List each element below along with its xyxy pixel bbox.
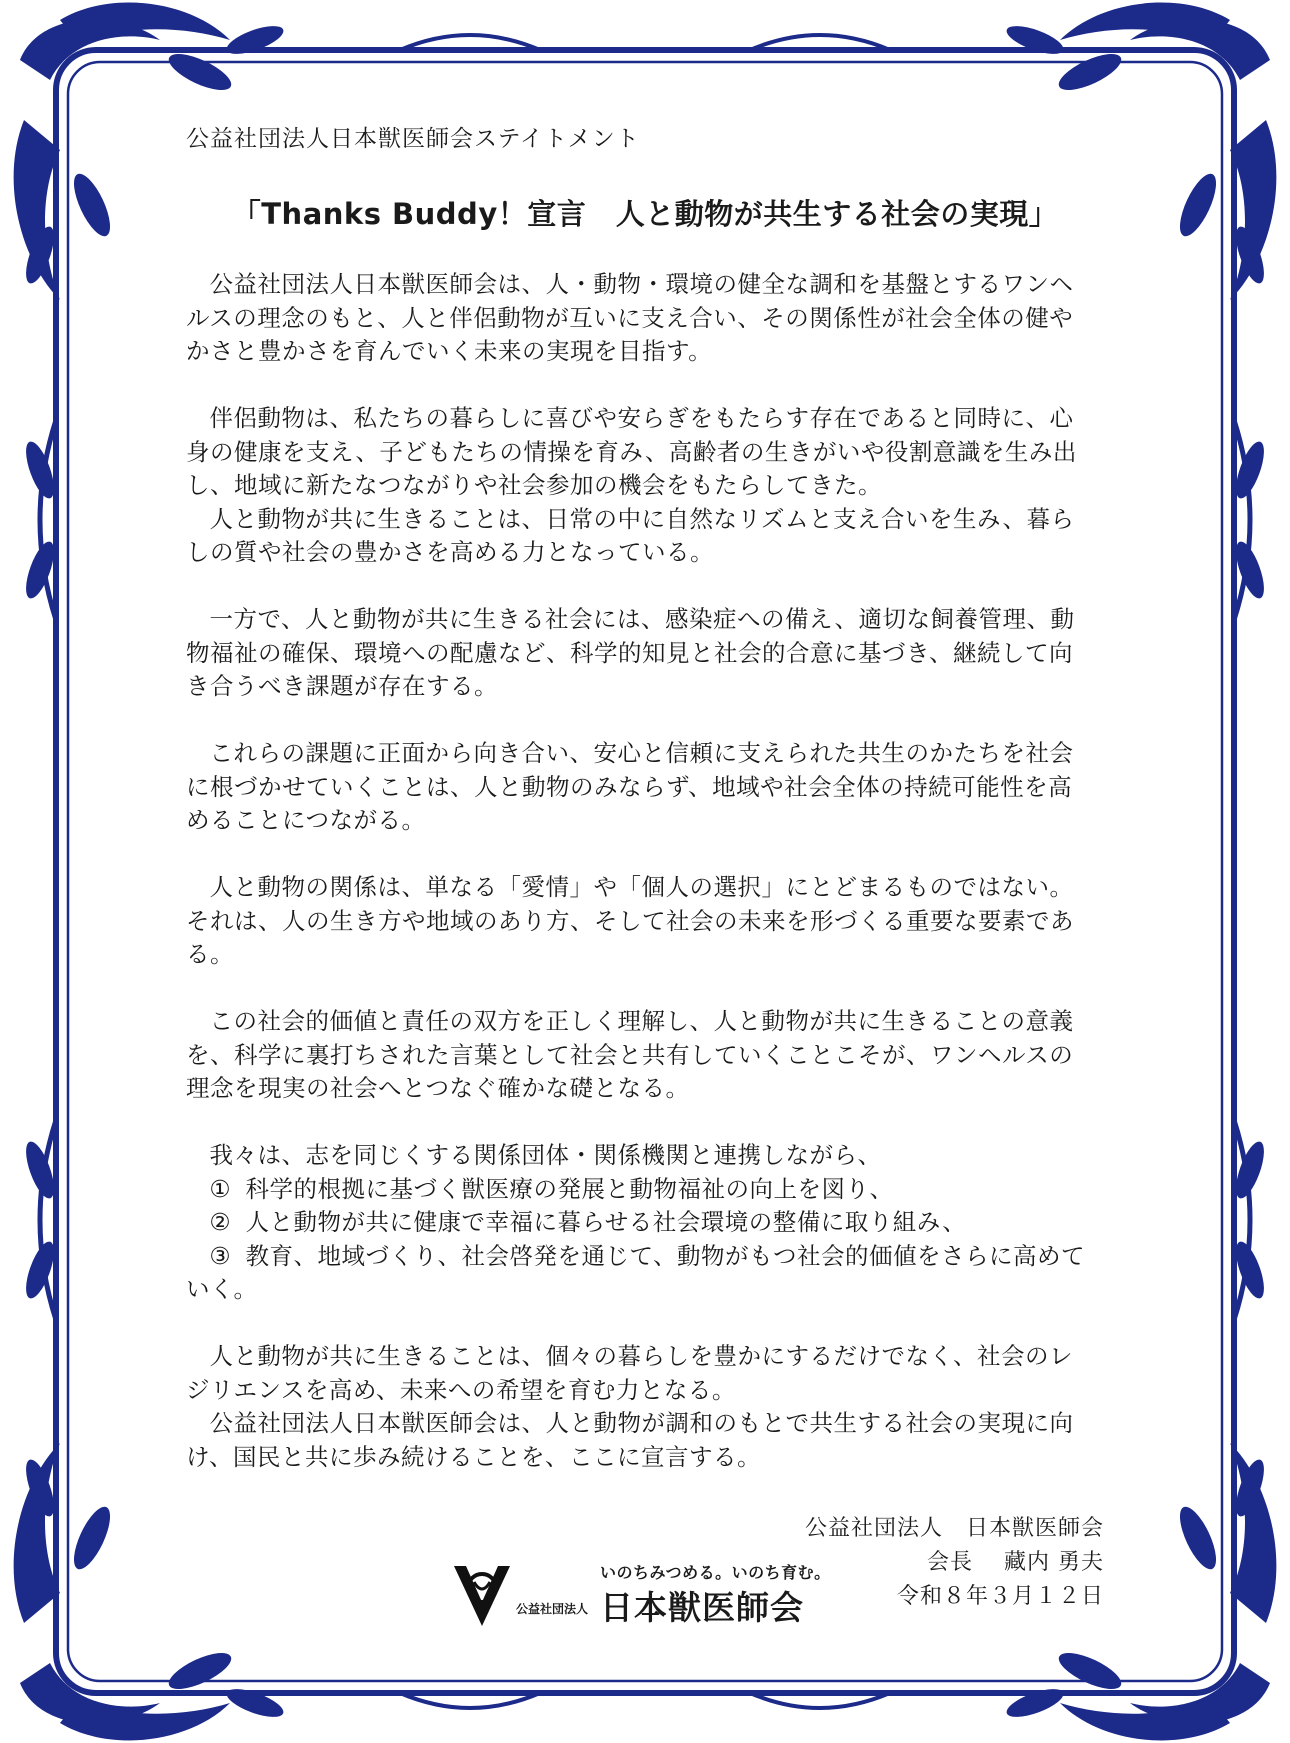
pledge-item (186, 1173, 1096, 1207)
pledge-text: 人と動物が共に健康で幸福に暮らせる社会環境の整備に取り組み、 (245, 1208, 967, 1236)
signature-org: 公益社団法人 日本獣医師会 (804, 1516, 1104, 1541)
logo-org-name: 日本獣医師会 (600, 1588, 804, 1627)
signature-president: 会長 藏内 勇夫 (927, 1550, 1104, 1575)
org-statement-heading: 公益社団法人日本獣医師会ステイトメント (186, 126, 640, 152)
paragraph: 我々は、志を同じくする関係団体・関係機関と連携しながら、 (209, 1141, 882, 1169)
logo-tagline: いのちみつめる。いのち育む。 (600, 1563, 831, 1582)
closing-paragraph: 公益社団法人日本獣医師会は、人と動物が調和のもとで共生する社会の実現に向け、国民と共に歩み続けることを、ここに宣言する。 (186, 1409, 1074, 1471)
pledge-text: 科学的根拠に基づく獣医療の発展と動物福祉の向上を図り、 (245, 1174, 894, 1203)
pledge-item (186, 1206, 1096, 1240)
paragraph: これらの課題に正面から向き合い、安心と信頼に支えられた共生のかたちを社会に根づかせていくことは、人と動物のみならず、地域や社会全体の持続可能性を高めることにつながる。 (186, 739, 1074, 834)
paragraph: 公益社団法人日本獣医師会は、人・動物・環境の健全な調和を基盤とするワンヘルスの理念のもと、人と伴侶動物が互いに支え合い、その関係性が社会全体の健やかさと豊かさを育んでいく未来の実現を目指す。 (186, 270, 1074, 365)
paragraph: 人と動物の関係は、単なる「愛情」や「個人の選択」にとどまるものではない。それは、人の生き方や地域のあり方、そして社会の未来を形づくる重要な要素である。 (186, 873, 1074, 968)
pledge-number: ① (209, 1174, 232, 1203)
paragraph: 伴侶動物は、私たちの暮らしに喜びや安らぎをもたらす存在であると同時に、心身の健康を支え、子どもたちの情操を育み、高齢者の生きがいや役割意識を生み出し、地域に新たなつながりや社会参加の機会をもたらしてきた。 (186, 404, 1077, 499)
closing-paragraph: 人と動物が共に生きることは、個々の暮らしを豊かにするだけでなく、社会のレジリエンスを高め、未来への希望を育む力となる。 (186, 1342, 1074, 1404)
jvma-logo (452, 1560, 842, 1630)
declaration-body (186, 268, 1096, 1474)
pledge-text: 教育、地域づくり、社会啓発を通じて、動物がもつ社会的価値をさらに高めていく。 (186, 1241, 1086, 1303)
signature-date: 令和８年３月１２日 (896, 1584, 1104, 1609)
paragraph: 人と動物が共に生きることは、日常の中に自然なリズムと支え合いを生み、暮らしの質や社会の豊かさを高める力となっている。 (186, 504, 1075, 566)
signature-block (805, 1512, 1104, 1614)
pledge-number: ③ (209, 1241, 232, 1270)
pledge-list (186, 1173, 1096, 1307)
pledge-number: ② (209, 1208, 232, 1236)
jvma-emblem-icon (452, 1562, 512, 1628)
paragraph: 一方で、人と動物が共に生きる社会には、感染症への備え、適切な飼養管理、動物福祉の確保、環境への配慮など、科学的知見と社会的合意に基づき、継続して向き合うべき課題が存在する。 (186, 605, 1075, 700)
document-title: 「Thanks Buddy！宣言 人と動物が共生する社会の実現」 (231, 197, 1059, 231)
pledge-item (186, 1240, 1096, 1307)
logo-prefix: 公益社団法人 (516, 1602, 589, 1616)
paragraph: この社会的価値と責任の双方を正しく理解し、人と動物が共に生きることの意義を、科学に裏打ちされた言葉として社会と共有していくことこそが、ワンヘルスの理念を現実の社会へとつなぐ確かな礎となる。 (186, 1007, 1074, 1102)
